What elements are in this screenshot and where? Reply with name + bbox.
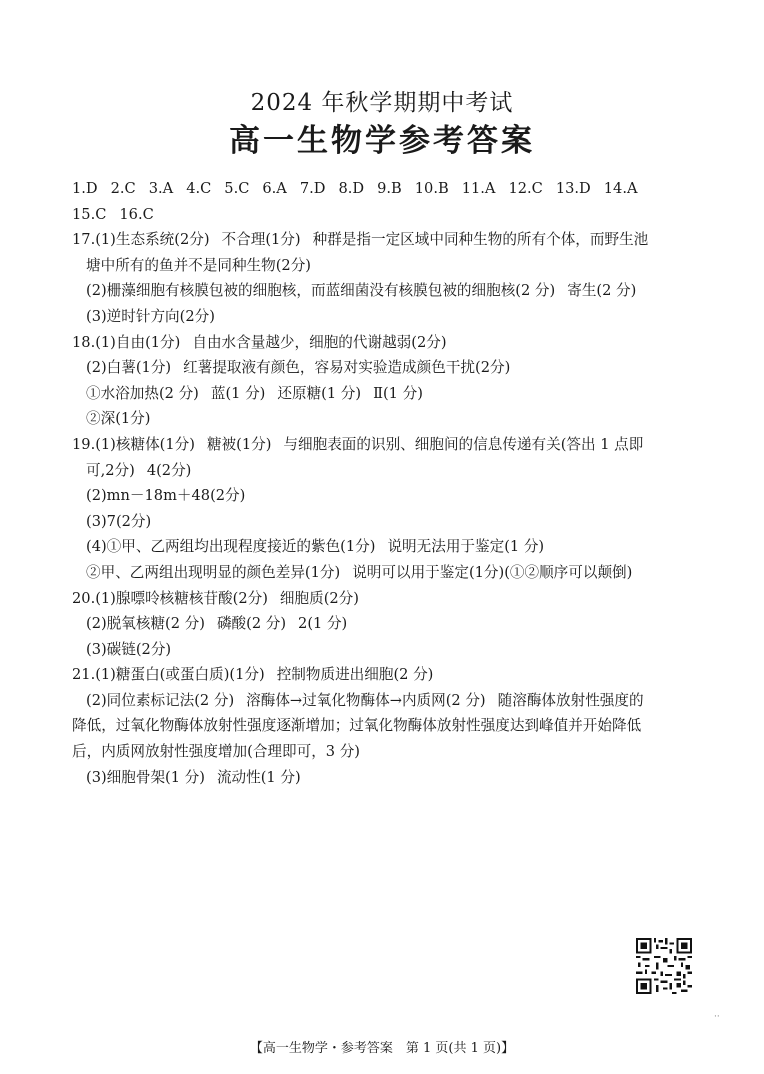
q17-part-1-reason: 种群是指一定区域中同种生物的所有个体，而野生池: [312, 231, 649, 249]
q21-part-2-method: (2)同位素标记法(2 分): [86, 691, 235, 709]
q18-part-2: (2)白薯(1分): [86, 359, 172, 377]
mc-answer: 9.B: [377, 180, 402, 197]
answer-content: [72, 176, 696, 790]
q21-line-5: [72, 765, 696, 791]
q21-line-1: [72, 662, 696, 688]
q21-part-2-reason: 随溶酶体放射性强度的: [497, 691, 644, 709]
q21-part-1-function: 控制物质进出细胞(2 分): [276, 666, 434, 684]
page-footer: 【高一生物学・参考答案 第 1 页(共 1 页)】: [249, 1041, 515, 1056]
q18-substance: 还原糖(1 分): [277, 384, 362, 402]
mc-answer: 13.D: [555, 180, 591, 197]
q18-tube: Ⅱ(1 分): [373, 384, 423, 402]
q20-line-1: [72, 586, 696, 612]
q18-line-2: [72, 355, 696, 381]
q20-part-1-location: 细胞质(2分): [279, 589, 359, 607]
page-mark: ··: [714, 1012, 720, 1022]
mc-answer: 4.C: [186, 180, 212, 197]
q20-part-2-c: 2(1 分): [298, 615, 348, 633]
q17-line-4: (3)逆时针方向(2分): [86, 307, 215, 325]
mc-answer: 11.A: [461, 180, 496, 197]
q18-line-4: ②深(1分): [86, 410, 151, 428]
mc-answer: 7.D: [299, 180, 326, 197]
q18-part-2-reason: 红薯提取液有颜色，容易对实验造成颜色干扰(2分): [183, 359, 511, 377]
q19-line-4: (3)7(2分): [86, 512, 152, 530]
q17-part-2: (2)栅藻细胞有核膜包被的细胞核，而蓝细菌没有核膜包被的细胞核(2 分): [86, 282, 556, 300]
q17-part-1: 17.(1)生态系统(2分): [72, 231, 210, 249]
q18-part-1-reason: 自由水含量越少，细胞的代谢越弱(2分): [192, 333, 447, 351]
q21-line-3: 降低，过氧化物酶体放射性强度逐渐增加；过氧化物酶体放射性强度达到峰值并开始降低: [72, 717, 642, 735]
q19-part-4-a: (4)①甲、乙两组均出现程度接近的紫色(1分): [86, 538, 376, 556]
q19-part-1-count: 4(2分): [146, 461, 192, 479]
mc-answer: 8.D: [338, 180, 365, 197]
exam-title: 2024 年秋学期期中考试: [250, 90, 514, 116]
q20-line-3: (3)碳链(2分): [86, 640, 172, 658]
q17-line-1: [72, 227, 696, 253]
q17-line-3: [72, 278, 696, 304]
q19-line-6: [72, 560, 696, 586]
mc-answer: 5.C: [224, 180, 250, 197]
q19-line-5: [72, 534, 696, 560]
q17-part-2-relation: 寄生(2 分): [567, 282, 637, 300]
q19-line-3: (2)mn－18m＋48(2分): [86, 487, 246, 505]
mc-answer: 2.C: [110, 180, 136, 197]
q20-line-2: [72, 611, 696, 637]
q18-color: 蓝(1 分): [210, 384, 266, 402]
q17-part-1-judgement: 不合理(1分): [221, 231, 301, 249]
subject-title: 高一生物学参考答案: [229, 123, 535, 159]
q19-part-1-function: 与细胞表面的识别、细胞间的信息传递有关(答出 1 点即: [283, 435, 644, 453]
mc-answer: 6.A: [262, 180, 287, 197]
mc-answers-row-1: [72, 176, 696, 202]
q19-part-1-b: 糖被(1分): [206, 435, 272, 453]
mc-answer: 14.A: [603, 180, 638, 197]
q18-line-3: [72, 381, 696, 407]
mc-answer: 16.C: [119, 205, 154, 223]
mc-answer: 15.C: [72, 205, 107, 223]
q21-part-3: (3)细胞骨架(1 分): [86, 768, 205, 786]
q21-part-3-property: 流动性(1 分): [216, 768, 301, 786]
q18-line-1: [72, 330, 696, 356]
q20-part-2-b: 磷酸(2 分): [216, 615, 287, 633]
q19-part-4-a-conclusion: 说明无法用于鉴定(1 分): [387, 538, 545, 556]
q19-part-4-b: ②甲、乙两组出现明显的颜色差异(1分): [86, 563, 341, 581]
q19-line-1: [72, 432, 696, 458]
q20-part-1: 20.(1)腺嘌呤核糖核苷酸(2分): [72, 589, 268, 607]
q19-part-1-cont: 可,2分): [86, 461, 135, 479]
q19-line-2: [72, 458, 696, 484]
mc-answer: 12.C: [508, 180, 543, 197]
q21-part-1: 21.(1)糖蛋白(或蛋白质)(1分): [72, 666, 265, 684]
mc-answers-row-2: [72, 202, 696, 228]
q20-part-2: (2)脱氧核糖(2 分): [86, 615, 205, 633]
mc-answer: 1.D: [72, 180, 98, 197]
mc-answer: 3.A: [148, 180, 174, 197]
q17-line-2: 塘中所有的鱼并不是同种生物(2分): [86, 256, 311, 274]
q21-part-2-pathway: 溶酶体→过氧化物酶体→内质网(2 分): [246, 691, 486, 709]
qr-code-icon: [636, 938, 692, 994]
q19-part-4-b-conclusion: 说明可以用于鉴定(1分)(①②顺序可以颠倒): [352, 563, 633, 581]
q21-line-4: 后，内质网放射性强度增加(合理即可，3 分): [72, 743, 361, 761]
mc-answer: 10.B: [414, 180, 449, 197]
q18-part-1: 18.(1)自由(1分): [72, 333, 181, 351]
q21-line-2: [72, 688, 696, 714]
q18-step-1: ①水浴加热(2 分): [86, 384, 199, 402]
q19-part-1: 19.(1)核糖体(1分): [72, 435, 195, 453]
